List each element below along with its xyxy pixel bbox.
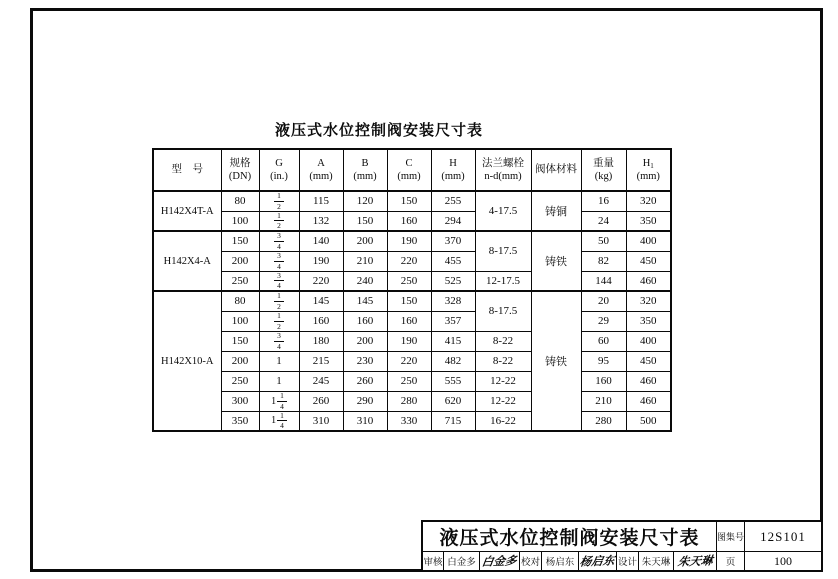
h1-cell: 350 [626, 311, 671, 331]
h1-cell: 460 [626, 391, 671, 411]
b-cell: 260 [343, 371, 387, 391]
a-cell: 220 [299, 271, 343, 291]
h-cell: 357 [431, 311, 475, 331]
design-label: 设计 [617, 552, 639, 570]
col-header-body-material: 阀体材料 [531, 149, 581, 191]
c-cell: 160 [387, 311, 431, 331]
reviewer-signature: 白金多 [480, 552, 520, 570]
dn-cell: 80 [221, 291, 259, 311]
page-number-value: 100 [774, 553, 792, 568]
c-cell: 150 [387, 191, 431, 211]
table-row [153, 231, 671, 251]
page-number-label: 页 [717, 552, 745, 570]
flange-bolt-cell: 16-22 [475, 411, 531, 431]
designer-signature: 朱天琳 [674, 552, 717, 570]
h-cell: 555 [431, 371, 475, 391]
flange-bolt-cell: 8-22 [475, 331, 531, 351]
model-cell: H142X4T-A [153, 191, 221, 231]
b-cell: 230 [343, 351, 387, 371]
table-row [153, 251, 671, 271]
b-cell: 210 [343, 251, 387, 271]
a-cell: 132 [299, 211, 343, 231]
b-cell: 160 [343, 311, 387, 331]
g-cell: $\frac{1}{2}$ [259, 211, 299, 231]
check-label: 校对 [520, 552, 542, 570]
body-material-cell: 铸铁 [531, 291, 581, 431]
g-cell: 1 [259, 371, 299, 391]
c-cell: 160 [387, 211, 431, 231]
flange-bolt-cell: 12-22 [475, 371, 531, 391]
h1-cell: 400 [626, 331, 671, 351]
g-cell: $\frac{3}{4}$ [259, 271, 299, 291]
g-cell: $\frac{3}{4}$ [259, 331, 299, 351]
a-cell: 145 [299, 291, 343, 311]
col-header-c: C (mm) [387, 149, 431, 191]
checker-signature: 杨启东 [579, 552, 617, 570]
dn-cell: 200 [221, 251, 259, 271]
dn-cell: 100 [221, 211, 259, 231]
flange-bolt-cell: 4-17.5 [475, 191, 531, 231]
weight-cell: 20 [581, 291, 626, 311]
col-header-dn: 规格 (DN) [221, 149, 259, 191]
table-row [153, 291, 671, 311]
checker-name: 杨启东 [542, 552, 579, 570]
dn-cell: 250 [221, 271, 259, 291]
b-cell: 290 [343, 391, 387, 411]
h1-cell: 450 [626, 251, 671, 271]
b-cell: 145 [343, 291, 387, 311]
c-cell: 280 [387, 391, 431, 411]
b-cell: 310 [343, 411, 387, 431]
a-cell: 310 [299, 411, 343, 431]
atlas-number-label: 图集号 [717, 522, 745, 551]
c-cell: 330 [387, 411, 431, 431]
g-cell: 1 $\frac{1}{4}$ [259, 391, 299, 411]
table-row [153, 411, 671, 431]
flange-bolt-cell: 8-17.5 [475, 231, 531, 271]
model-cell: H142X10-A [153, 291, 221, 431]
dn-cell: 80 [221, 191, 259, 211]
flange-bolt-cell: 8-17.5 [475, 291, 531, 331]
c-cell: 220 [387, 351, 431, 371]
table-row [153, 271, 671, 291]
h1-cell: 320 [626, 191, 671, 211]
weight-cell: 29 [581, 311, 626, 331]
a-cell: 180 [299, 331, 343, 351]
g-cell: $\frac{3}{4}$ [259, 231, 299, 251]
h1-cell: 450 [626, 351, 671, 371]
a-cell: 190 [299, 251, 343, 271]
g-cell: $\frac{3}{4}$ [259, 251, 299, 271]
col-header-g: G (in.) [259, 149, 299, 191]
h-cell: 620 [431, 391, 475, 411]
dn-cell: 200 [221, 351, 259, 371]
h-cell: 455 [431, 251, 475, 271]
reviewer-name: 白金多 [444, 552, 480, 570]
body-material-cell: 铸铜 [531, 191, 581, 231]
h-cell: 715 [431, 411, 475, 431]
col-header-weight: 重量 (kg) [581, 149, 626, 191]
h1-cell: 460 [626, 371, 671, 391]
col-header-a: A (mm) [299, 149, 343, 191]
g-cell: 1 $\frac{1}{4}$ [259, 411, 299, 431]
designer-name: 朱天琳 [639, 552, 674, 570]
b-cell: 200 [343, 331, 387, 351]
c-cell: 250 [387, 371, 431, 391]
a-cell: 215 [299, 351, 343, 371]
dn-cell: 300 [221, 391, 259, 411]
atlas-number-value: 12S101 [760, 528, 806, 544]
weight-cell: 210 [581, 391, 626, 411]
weight-cell: 60 [581, 331, 626, 351]
a-cell: 140 [299, 231, 343, 251]
weight-cell: 50 [581, 231, 626, 251]
weight-cell: 82 [581, 251, 626, 271]
c-cell: 190 [387, 231, 431, 251]
dn-cell: 150 [221, 231, 259, 251]
table-row [153, 331, 671, 351]
page-title: 液压式水位控制阀安装尺寸表 [274, 122, 483, 139]
table-row [153, 311, 671, 331]
g-cell: $\frac{1}{2}$ [259, 291, 299, 311]
weight-cell: 16 [581, 191, 626, 211]
dn-cell: 350 [221, 411, 259, 431]
title-block-top-row [423, 522, 821, 552]
title-block-bottom-row [423, 552, 821, 570]
dn-cell: 150 [221, 331, 259, 351]
col-header-b: B (mm) [343, 149, 387, 191]
col-header-model: 型 号 [153, 149, 221, 191]
g-cell: $\frac{1}{2}$ [259, 311, 299, 331]
h1-cell: 350 [626, 211, 671, 231]
g-cell: 1 [259, 351, 299, 371]
a-cell: 245 [299, 371, 343, 391]
weight-cell: 24 [581, 211, 626, 231]
title-block-title: 液压式水位控制阀安装尺寸表 [423, 522, 717, 551]
table-row [153, 391, 671, 411]
h-cell: 328 [431, 291, 475, 311]
b-cell: 120 [343, 191, 387, 211]
h-cell: 294 [431, 211, 475, 231]
a-cell: 160 [299, 311, 343, 331]
title-block [421, 520, 823, 572]
h1-cell: 460 [626, 271, 671, 291]
h-cell: 525 [431, 271, 475, 291]
dimension-table [152, 148, 672, 432]
c-cell: 150 [387, 291, 431, 311]
weight-cell: 280 [581, 411, 626, 431]
dn-cell: 250 [221, 371, 259, 391]
weight-cell: 160 [581, 371, 626, 391]
col-header-h: H (mm) [431, 149, 475, 191]
table-row [153, 371, 671, 391]
h-cell: 370 [431, 231, 475, 251]
col-header-flange-bolt: 法兰螺栓 n-d(mm) [475, 149, 531, 191]
b-cell: 150 [343, 211, 387, 231]
table-row [153, 211, 671, 231]
table-row [153, 191, 671, 211]
h1-cell: 500 [626, 411, 671, 431]
table-header-row [153, 149, 671, 191]
c-cell: 190 [387, 331, 431, 351]
h-cell: 415 [431, 331, 475, 351]
a-cell: 115 [299, 191, 343, 211]
body-material-cell: 铸铁 [531, 231, 581, 291]
flange-bolt-cell: 12-22 [475, 391, 531, 411]
weight-cell: 144 [581, 271, 626, 291]
c-cell: 220 [387, 251, 431, 271]
flange-bolt-cell: 8-22 [475, 351, 531, 371]
g-cell: $\frac{1}{2}$ [259, 191, 299, 211]
b-cell: 200 [343, 231, 387, 251]
weight-cell: 95 [581, 351, 626, 371]
review-label: 审核 [423, 552, 444, 570]
model-cell: H142X4-A [153, 231, 221, 291]
h1-cell: 320 [626, 291, 671, 311]
b-cell: 240 [343, 271, 387, 291]
table-row [153, 351, 671, 371]
dim-table-body [153, 191, 671, 431]
h1-cell: 400 [626, 231, 671, 251]
c-cell: 250 [387, 271, 431, 291]
dn-cell: 100 [221, 311, 259, 331]
a-cell: 260 [299, 391, 343, 411]
flange-bolt-cell: 12-17.5 [475, 271, 531, 291]
col-header-h1: $H_1$ (mm) [626, 149, 671, 191]
h-cell: 482 [431, 351, 475, 371]
h-cell: 255 [431, 191, 475, 211]
